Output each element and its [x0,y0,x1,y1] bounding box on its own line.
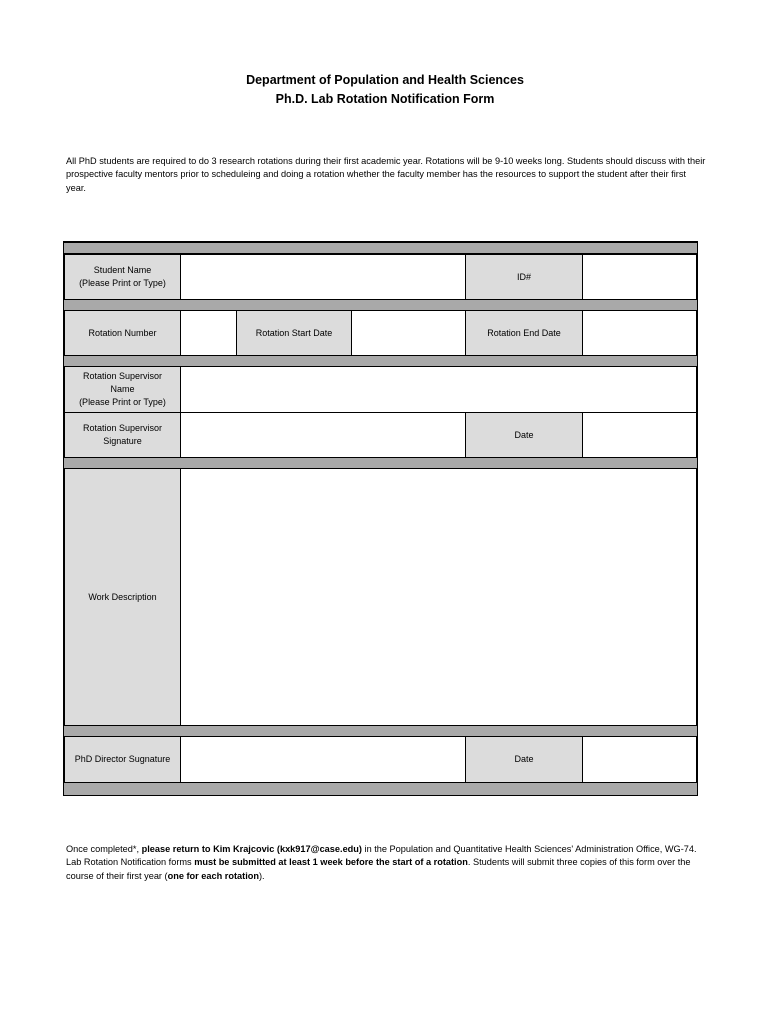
supervisor-name-label: Rotation Supervisor Name (Please Print or Type) [64,366,181,413]
director-signature-field[interactable] [180,736,466,783]
rotation-start-date-field[interactable] [351,310,466,356]
rotation-number-label: Rotation Number [64,310,181,356]
supervisor-name-field[interactable] [180,366,697,413]
id-label: ID# [465,254,583,300]
work-description-label: Work Description [64,468,181,726]
separator-band [64,782,697,795]
department-title: Department of Population and Health Sciences [246,73,524,87]
supervisor-signature-label: Rotation Supervisor Signature [64,412,181,458]
footer-instructions [66,843,706,883]
student-name-label: Student Name (Please Print or Type) [64,254,181,300]
rotation-form-table [63,241,698,796]
supervisor-date-field[interactable] [582,412,697,458]
form-header [0,71,770,109]
director-signature-label: PhD Director Sugnature [64,736,181,783]
director-date-field[interactable] [582,736,697,783]
supervisor-signature-field[interactable] [180,412,466,458]
supervisor-date-label: Date [465,412,583,458]
footer-text: in the Population and Quantitative Health Sciences' Administration Office, WG-74. Lab Rotation Notification forms [66,844,697,868]
form-title: Ph.D. Lab Rotation Notification Form [275,92,495,106]
separator-band [64,242,697,254]
student-name-field[interactable] [180,254,466,300]
id-field[interactable] [582,254,697,300]
rotation-number-field[interactable] [180,310,237,356]
footer-text: . Students will submit three copies of this form over the course of their first year ( [66,857,691,881]
footer-deadline-instruction: must be submitted at least 1 week before the start of a rotation [194,857,468,868]
rotation-start-date-label: Rotation Start Date [236,310,352,356]
director-date-label: Date [465,736,583,783]
footer-copies-instruction: one for each rotation [167,870,259,881]
rotation-end-date-label: Rotation End Date [465,310,583,356]
work-description-field[interactable] [180,468,697,726]
rotation-end-date-field[interactable] [582,310,697,356]
footer-text: ). [258,870,265,881]
footer-text: Once completed*, [66,844,142,854]
footer-return-instruction: please return to Kim Krajcovic (kxk917@case.edu) [141,844,362,854]
intro-paragraph: All PhD students are required to do 3 research rotations during their first academic year. Rotations will be 9-10 weeks long. Students should discuss with their prospective faculty mentors prior to scheduleing and doing a rotation whether the faculty member has the resources to support the student after their first year. [66,156,706,193]
